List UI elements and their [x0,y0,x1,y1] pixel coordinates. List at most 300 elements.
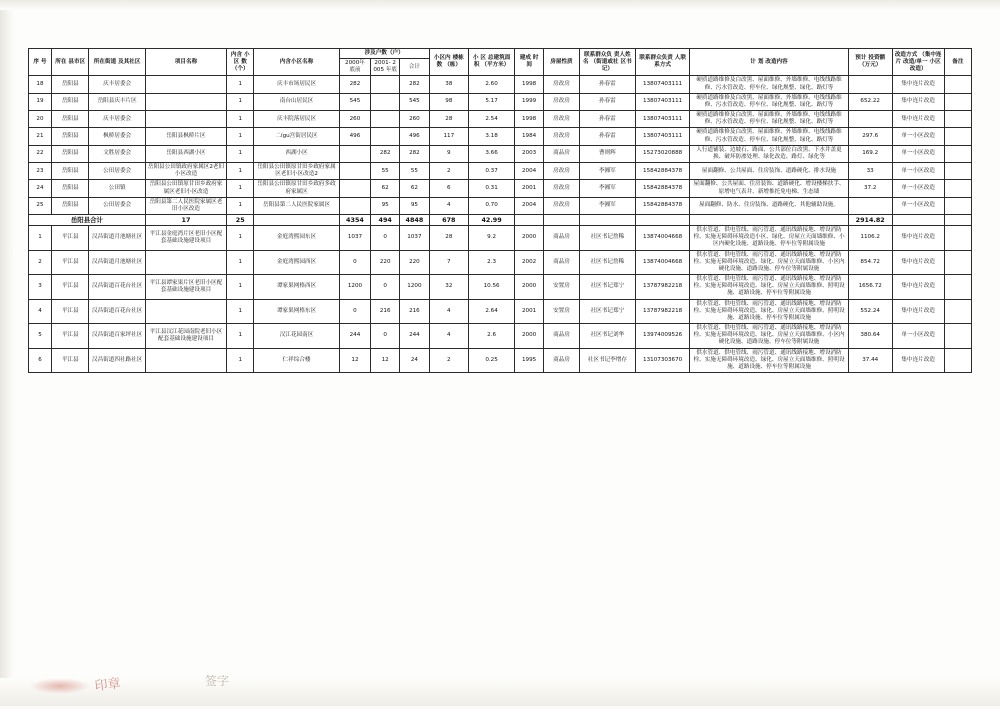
cell-remark [944,128,971,145]
cell-seq: 2 [29,250,52,274]
cell-community: 西湖小区 [254,145,340,162]
cell-h2000: 282 [339,76,370,93]
cell-htotal: 244 [400,324,429,348]
cell-remark [944,299,971,323]
cell-buildings: 4 [429,299,469,323]
cell-htotal: 282 [400,76,429,93]
cell-community: 二ígu宫街居民区 [254,128,340,145]
cell-count: 1 [227,180,254,197]
cell-remark [944,93,971,110]
cell-project: 岳阳县公田镇政府家属区2老旧小区改造 [145,163,226,180]
cell-subtotal-h2000: 4354 [339,214,370,225]
cell-count: 1 [227,324,254,348]
cell-plan: 供水管道、供电管线、雨污管道、通讯线路接地、增设消防栓、实施无障碍环境改造、绿化、房屋立天面墙维修、小区内硬化设施、道路设施、停车位等附属设施 [690,324,849,348]
cell-count: 1 [227,197,254,214]
cell-project: 岳阳县西湖小区 [145,145,226,162]
cell-h2000 [339,180,370,197]
cell-remark [944,275,971,299]
table-row [29,226,972,250]
cell-remark [944,163,971,180]
cell-phone: 13874004668 [636,250,690,274]
cell-year: 2002 [515,250,544,274]
cell-remark [944,180,971,197]
cell-count: 1 [227,111,254,128]
cell-h2005: 282 [371,145,400,162]
cell-budget [848,111,892,128]
cell-street: 庆丰居委会 [89,111,145,128]
cell-budget: 1656.72 [848,275,892,299]
cell-project: 平江县金庭湾片区老旧小区配套基础设施建设项目 [145,226,226,250]
subtotal-row [29,214,972,225]
cell-buildings: 28 [429,111,469,128]
cell-budget: 33 [848,163,892,180]
cell-nature: 安置房 [544,275,579,299]
cell-subtotal-phone [636,214,690,225]
cell-mode: 单一小区改造 [892,163,944,180]
cell-remark [944,324,971,348]
cell-h2000: 244 [339,324,370,348]
cell-county: 平江县 [51,348,89,372]
cell-h2005: 220 [371,250,400,274]
cell-nature: 房改房 [544,163,579,180]
cell-h2000 [339,197,370,214]
cell-phone: 15842884378 [636,197,690,214]
cell-budget [848,197,892,214]
cell-mode: 单一小区改造 [892,145,944,162]
cell-buildings: 32 [429,275,469,299]
cell-h2005 [371,111,400,128]
cell-nature: 商品房 [544,348,579,372]
cell-area: 2.64 [469,299,515,323]
cell-community: 岳阳县公田镇原甘田乡政府多政府家属区 [254,180,340,197]
cell-year: 1999 [515,93,544,110]
cell-phone: 13787982218 [636,275,690,299]
cell-county: 岳阳县 [51,180,89,197]
cell-year: 1998 [515,76,544,93]
cell-street: 岳阳县庆丰片区 [89,93,145,110]
cell-nature: 房改房 [544,180,579,197]
cell-area: 2.54 [469,111,515,128]
cell-seq: 5 [29,324,52,348]
cell-street: 枫桥居委会 [89,128,145,145]
header-project: 项目名称 [145,49,226,76]
cell-area: 0.25 [469,348,515,372]
cell-street: 汉昌街道月池塘社区 [89,250,145,274]
cell-year: 2004 [515,197,544,214]
cell-h2000 [339,145,370,162]
cell-street: 公田居委会 [89,163,145,180]
cell-h2000: 12 [339,348,370,372]
cell-mode: 集中连片改造 [892,93,944,110]
cell-nature: 房改房 [544,128,579,145]
cell-remark [944,76,971,93]
cell-remark [944,226,971,250]
cell-h2000: 1037 [339,226,370,250]
cell-mode: 集中连片改造 [892,299,944,323]
cell-street: 文胜居委会 [89,145,145,162]
cell-area: 2.3 [469,250,515,274]
cell-h2000: 0 [339,299,370,323]
cell-community: 金庭湾熙园西区 [254,250,340,274]
cell-seq: 24 [29,180,52,197]
cell-subtotal-h2005: 494 [371,214,400,225]
cell-plan: 硬质道路维修及白改黑、屋面维修、外墙维修、电线线路维修、污水管改造、停车位、绿化规整、绿化、路灯等 [690,76,849,93]
cell-leader: 孙春雷 [579,111,635,128]
cell-area: 2.6 [469,324,515,348]
cell-year: 2001 [515,180,544,197]
cell-subtotal-leader [579,214,635,225]
cell-h2000: 1200 [339,275,370,299]
cell-budget: 1106.2 [848,226,892,250]
cell-budget: 297.6 [848,128,892,145]
cell-year: 2000 [515,226,544,250]
header-phone: 联系群众负责 人联系方式 [636,49,690,76]
cell-leader: 社区书记李增存 [579,348,635,372]
cell-street: 汉昌街道四社路社区 [89,348,145,372]
cell-street: 汉昌街道月池塘社区 [89,226,145,250]
header-mode: 改造方式 （集中连片 改造/单一 小区改造） [892,49,944,76]
cell-h2000 [339,163,370,180]
cell-community: 谭家果网格东区 [254,299,340,323]
cell-project: 岳阳县枫桥片区 [145,128,226,145]
cell-plan: 硬质道路维修及白改黑、屋面维修、外墙维修、电线线路维修、污水管改造、停车位、绿化规整、绿化、路灯等 [690,111,849,128]
cell-budget: 37.44 [848,348,892,372]
table-body [29,76,972,373]
cell-htotal: 1200 [400,275,429,299]
cell-subtotal-projects: 17 [145,214,226,225]
header-households-total: 合计 [400,59,429,76]
cell-leader: 社区书记刘华 [579,324,635,348]
table-row [29,275,972,299]
cell-plan: 供水管道、供电管线、雨污管道、通讯线路接地、增设消防栓、实施无障碍环境改造、绿化、房屋立天面墙维修、照明设施、道路设施、停车位等附属设施 [690,275,849,299]
header-seq: 序 号 [29,49,52,76]
cell-h2005 [371,128,400,145]
cell-community: 庆丰市场居民区 [254,76,340,93]
cell-area: 3.18 [469,128,515,145]
cell-mode: 集中连片改造 [892,111,944,128]
cell-buildings: 9 [429,145,469,162]
cell-area: 0.37 [469,163,515,180]
cell-plan: 供水管道、供电管线、雨污管道、通讯线路接地、增设消防栓、实施无障碍环境改造小区、绿化、房屋立天面墙维修、小区内硬化设施、道路设施、停车位等附属设施 [690,226,849,250]
cell-remark [944,348,971,372]
cell-h2005: 55 [371,163,400,180]
cell-subtotal-nature [544,214,579,225]
red-seal-stamp: 印章 [93,676,122,695]
cell-count: 1 [227,348,254,372]
cell-mode: 集中连片改造 [892,250,944,274]
cell-h2005: 62 [371,180,400,197]
cell-community: 仁祥综合楼 [254,348,340,372]
cell-htotal: 216 [400,299,429,323]
cell-project [145,299,226,323]
cell-leader: 孙春雷 [579,128,635,145]
cell-community: 金庭湾熙园东区 [254,226,340,250]
cell-plan: 屋面翻修、公共屋面、住房装饰、道路硬化、增设楼梯扶手、原增电气表井、新增推托免电梯、生态墙 [690,180,849,197]
cell-htotal: 95 [400,197,429,214]
cell-phone: 13874004668 [636,226,690,250]
cell-count: 1 [227,145,254,162]
cell-buildings: 2 [429,163,469,180]
cell-area: 10.56 [469,275,515,299]
cell-year: 1984 [515,128,544,145]
table-header [29,49,972,76]
cell-htotal: 220 [400,250,429,274]
cell-county: 岳阳县 [51,111,89,128]
cell-htotal: 62 [400,180,429,197]
table-row [29,348,972,372]
cell-buildings: 2 [429,348,469,372]
header-area: 小 区 总建筑面积 （平方米） [469,49,515,76]
cell-project [145,348,226,372]
table-row [29,163,972,180]
cell-htotal: 24 [400,348,429,372]
cell-leader: 孙春雷 [579,76,635,93]
cell-county: 平江县 [51,250,89,274]
cell-year: 2000 [515,275,544,299]
cell-plan: 供水管道、供电管线、雨污管道、通讯线路接地、增设消防栓、实施无障碍环境改造、绿化、房屋立天面墙维修、照明设施、道路设施、停车位等附属设施 [690,348,849,372]
cell-htotal: 282 [400,145,429,162]
cell-project: 平江县汉江花园南院老旧小区配套基础设施建设项目 [145,324,226,348]
table-row [29,76,972,93]
cell-phone: 15842884378 [636,180,690,197]
cell-nature: 房改房 [544,93,579,110]
cell-nature: 商品房 [544,226,579,250]
handwritten-signature: 签字 [205,674,230,688]
cell-year: 1998 [515,111,544,128]
header-plan: 计 划 改造内容 [690,49,849,76]
cell-nature: 商品房 [544,324,579,348]
cell-mode: 集中连片改造 [892,226,944,250]
cell-count: 1 [227,275,254,299]
header-county: 所在 县市区 [51,49,89,76]
cell-year: 2003 [515,145,544,162]
cell-project: 岳阳县第二人民医院家属区老旧小区改造 [145,197,226,214]
cell-seq: 22 [29,145,52,162]
cell-count: 1 [227,250,254,274]
cell-year: 2004 [515,163,544,180]
cell-county: 岳阳县 [51,76,89,93]
cell-count: 1 [227,128,254,145]
cell-year: 2001 [515,299,544,323]
cell-subtotal-remark [944,214,971,225]
cell-project [145,93,226,110]
header-leader: 联系群众负 责人姓名 （街道或社 区书记） [579,49,635,76]
header-households-2005: 2001- 2005 年底 [371,59,400,76]
cell-h2005: 0 [371,275,400,299]
cell-nature: 房改房 [544,111,579,128]
cell-buildings: 98 [429,93,469,110]
cell-leader: 孙春雷 [579,93,635,110]
cell-phone: 13807403111 [636,76,690,93]
cell-h2000: 496 [339,128,370,145]
cell-buildings: 4 [429,324,469,348]
cell-seq: 18 [29,76,52,93]
cell-mode: 单一小区改造 [892,180,944,197]
cell-h2005: 0 [371,324,400,348]
cell-project [145,250,226,274]
cell-buildings: 7 [429,250,469,274]
cell-plan: 硬质道路维修及白改黑、屋面维修、外墙维修、电线线路维修、污水管改造、停车位、绿化规整、绿化、路灯等 [690,93,849,110]
cell-htotal: 55 [400,163,429,180]
cell-mode: 单一小区改造 [892,197,944,214]
cell-seq: 25 [29,197,52,214]
cell-remark [944,145,971,162]
cell-nature: 房改房 [544,76,579,93]
header-count: 内含 小区 数 （个） [227,49,254,76]
cell-remark [944,250,971,274]
cell-subtotal-buildings: 678 [429,214,469,225]
cell-budget: 37.2 [848,180,892,197]
cell-community: 南台山居民区 [254,93,340,110]
cell-h2005 [371,76,400,93]
cell-nature: 商品房 [544,145,579,162]
cell-seq: 21 [29,128,52,145]
table-row [29,145,972,162]
header-buildings: 小区内 楼栋数 （栋） [429,49,469,76]
table-row [29,111,972,128]
cell-htotal: 260 [400,111,429,128]
cell-leader: 社区书记郑宁 [579,299,635,323]
cell-county: 岳阳县 [51,163,89,180]
cell-community: 谭家果网格西区 [254,275,340,299]
cell-mode: 集中连片改造 [892,348,944,372]
cell-plan: 人行道铺装、边坡石、路面、公共部位白改黑、下水井盖更换、破坏防渗处理、绿化改造、路灯、绿化等 [690,145,849,162]
ink-smudge [30,678,90,694]
cell-budget [848,76,892,93]
cell-htotal: 545 [400,93,429,110]
cell-phone: 15273020888 [636,145,690,162]
cell-plan: 供水管道、供电管线、雨污管道、通讯线路接地、增设消防栓、实施无障碍环境改造、绿化、房屋立天面墙维修、照明设施、道路设施、停车位等附属设施 [690,299,849,323]
cell-htotal: 496 [400,128,429,145]
cell-phone: 13107303670 [636,348,690,372]
cell-subtotal-blank [254,214,340,225]
cell-county: 平江县 [51,226,89,250]
cell-buildings: 28 [429,226,469,250]
cell-count: 1 [227,299,254,323]
header-year: 建成 时间 [515,49,544,76]
cell-nature: 房改房 [544,197,579,214]
header-households-2000: 2000年 底前 [339,59,370,76]
cell-area: 3.66 [469,145,515,162]
table-row [29,324,972,348]
cell-leader: 李湘军 [579,180,635,197]
cell-h2005: 0 [371,226,400,250]
cell-htotal: 1037 [400,226,429,250]
cell-subtotal-inner: 25 [227,214,254,225]
cell-budget: 552.24 [848,299,892,323]
cell-county: 平江县 [51,275,89,299]
cell-leader: 社区书记詹稀 [579,226,635,250]
cell-community: 岳阳县第二人民医院家属区 [254,197,340,214]
cell-county: 平江县 [51,324,89,348]
cell-street: 庆丰居委会 [89,76,145,93]
cell-buildings: 117 [429,128,469,145]
cell-seq: 23 [29,163,52,180]
cell-subtotal-label: 岳阳县合计 [29,214,146,225]
cell-remark [944,197,971,214]
cell-buildings: 6 [429,180,469,197]
cell-phone: 13787982218 [636,299,690,323]
cell-count: 1 [227,93,254,110]
cell-year: 2000 [515,324,544,348]
cell-h2005: 95 [371,197,400,214]
cell-budget: 854.72 [848,250,892,274]
cell-county: 平江县 [51,299,89,323]
cell-buildings: 4 [429,197,469,214]
cell-budget: 380.64 [848,324,892,348]
cell-area: 0.70 [469,197,515,214]
table-row [29,250,972,274]
cell-leader: 李湘军 [579,163,635,180]
cell-plan: 供水管道、供电管线、雨污管道、通讯线路接地、增设消防栓、实施无障碍环境改造、绿化、房屋立天面墙维修、小区内硬化设施、道路设施、停车位等附属设施 [690,250,849,274]
cell-community: 汉江花园南区 [254,324,340,348]
table-row [29,197,972,214]
cell-subtotal-htotal: 4848 [400,214,429,225]
cell-seq: 6 [29,348,52,372]
cell-seq: 4 [29,299,52,323]
cell-subtotal-plan [690,214,849,225]
cell-subtotal-budget: 2914.82 [848,214,892,225]
table-row [29,299,972,323]
cell-nature: 安置房 [544,299,579,323]
cell-h2000: 0 [339,250,370,274]
header-households: 涉及户数（户） [339,49,429,59]
cell-buildings: 38 [429,76,469,93]
cell-mode: 单一小区改造 [892,324,944,348]
cell-seq: 19 [29,93,52,110]
cell-county: 岳阳县 [51,128,89,145]
header-street: 所在街道 及其社区 [89,49,145,76]
renovation-plan-table [28,48,972,373]
cell-street: 公田镇 [89,180,145,197]
cell-seq: 3 [29,275,52,299]
cell-area: 2.60 [469,76,515,93]
cell-street: 汉昌街道百家坪社区 [89,324,145,348]
cell-budget: 652.22 [848,93,892,110]
cell-mode: 集中连片改造 [892,275,944,299]
cell-count: 1 [227,163,254,180]
cell-subtotal-mode [892,214,944,225]
cell-leader: 社区书记郑宁 [579,275,635,299]
cell-area: 5.17 [469,93,515,110]
cell-community: 庆丰院落居民区 [254,111,340,128]
header-remark: 备注 [944,49,971,76]
cell-phone: 13974009526 [636,324,690,348]
scan-edge-top [0,0,1000,10]
cell-leader: 社区书记詹稀 [579,250,635,274]
cell-project: 平江县谭家果片区老旧小区配套基础设施建设项目 [145,275,226,299]
cell-plan: 硬质道路维修及白改黑、屋面维修、外墙维修、电线线路维修、污水管改造、停车位、绿化规整、绿化、路灯等 [690,128,849,145]
cell-mode: 集中连片改造 [892,76,944,93]
cell-h2000: 260 [339,111,370,128]
cell-community: 岳阳县公田镇原甘田乡政府家属区老旧小区改造2 [254,163,340,180]
cell-seq: 20 [29,111,52,128]
cell-county: 岳阳县 [51,197,89,214]
cell-plan: 屋面翻修、公共屋面、住房装饰、道路硬化、排水设施 [690,163,849,180]
cell-street: 汉昌街道百花台社区 [89,275,145,299]
cell-phone: 15842884378 [636,163,690,180]
cell-leader: 曹则辉 [579,145,635,162]
header-nature: 房屋性质 [544,49,579,76]
cell-project: 岳阳县公田镇原甘田乡政府家属区老旧小区改造 [145,180,226,197]
cell-h2005: 12 [371,348,400,372]
cell-count: 1 [227,76,254,93]
cell-phone: 13807403111 [636,128,690,145]
cell-h2005 [371,93,400,110]
cell-street: 公田居委会 [89,197,145,214]
cell-year: 1995 [515,348,544,372]
scan-edge-left [0,0,14,706]
